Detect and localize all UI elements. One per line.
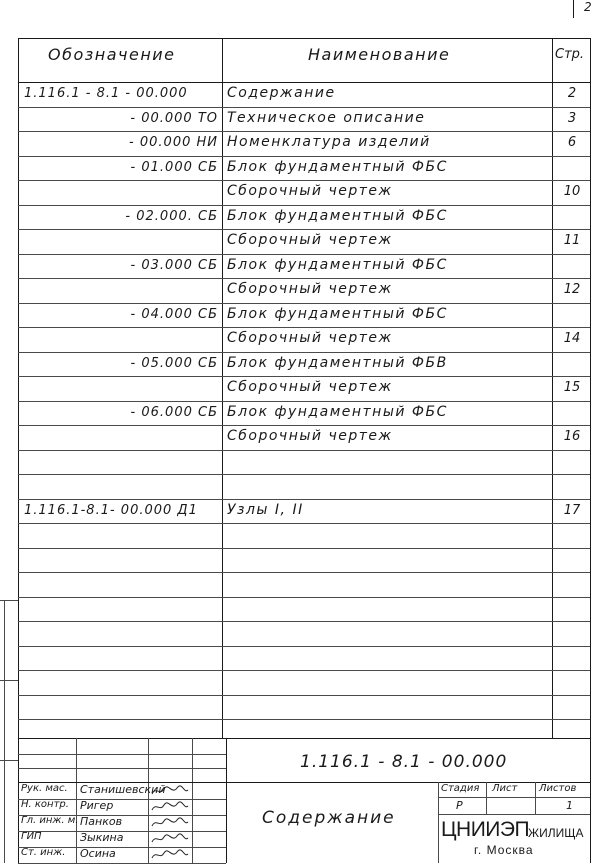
- stage-label: Стадия: [441, 783, 480, 794]
- row-name: Сборочный чертеж: [227, 330, 393, 346]
- stamp-divider: [486, 782, 487, 814]
- row-designation: 1.116.1-8.1- 00.000 Д1: [24, 502, 198, 518]
- table-row-line: [18, 523, 590, 524]
- sheets-value: 1: [566, 799, 573, 812]
- title-block-top: [18, 738, 590, 739]
- frame-right-border: [590, 38, 591, 863]
- binding-strip-line: [4, 600, 5, 863]
- table-row-line: [18, 499, 590, 500]
- table-row-line: [18, 327, 590, 328]
- row-name: Техническое описание: [227, 109, 426, 126]
- title-block-row: [18, 754, 226, 755]
- signature-scribble: [150, 800, 190, 814]
- org-name: ЦНИИЭП: [441, 818, 530, 841]
- table-row-line: [18, 180, 590, 181]
- row-page: 12: [563, 282, 581, 297]
- table-row-line: [18, 719, 590, 720]
- table-row-line: [18, 646, 590, 647]
- row-name: Блок фундаментный ФБС: [227, 158, 448, 175]
- sheets-label: Листов: [539, 783, 577, 794]
- row-name: Блок фундаментный ФБС: [227, 207, 448, 224]
- row-designation: - 02.000. СБ: [125, 208, 218, 224]
- table-row-line: [18, 278, 590, 279]
- row-name: Узлы I, II: [227, 501, 304, 518]
- sheet-label: Лист: [492, 783, 518, 794]
- row-name: Сборочный чертеж: [227, 281, 393, 297]
- frame-top-border: [18, 38, 590, 39]
- binding-strip-mark: [0, 760, 18, 761]
- title-block-divider: [226, 738, 227, 863]
- table-row-line: [18, 425, 590, 426]
- signatory-name: Станишевский: [80, 783, 166, 796]
- row-designation: - 03.000 СБ: [130, 257, 218, 273]
- signatory-name: Панков: [80, 815, 123, 828]
- table-row-line: [18, 450, 590, 451]
- table-row-line: [18, 401, 590, 402]
- header-name: Наименование: [308, 45, 451, 64]
- table-row-line: [18, 597, 590, 598]
- title-block-col: [148, 738, 149, 863]
- row-designation: - 01.000 СБ: [130, 159, 218, 175]
- table-row-line: [18, 352, 590, 353]
- signatory-role: Ст. инж.: [21, 847, 66, 858]
- row-name: Сборочный чертеж: [227, 183, 393, 199]
- row-designation: - 00.000 ТО: [130, 110, 218, 126]
- column-divider-page: [552, 38, 553, 738]
- row-page: 14: [563, 331, 581, 346]
- stamp-divider: [438, 782, 439, 863]
- header-designation: Обозначение: [48, 45, 176, 64]
- row-name: Блок фундаментный ФБС: [227, 305, 448, 322]
- signature-scribble: [150, 848, 190, 862]
- row-page: 15: [563, 380, 581, 395]
- signatory-name: Осина: [80, 847, 116, 860]
- table-row-line: [18, 670, 590, 671]
- signature-scribble: [150, 816, 190, 830]
- table-row-line: [18, 254, 590, 255]
- row-designation: - 06.000 СБ: [130, 404, 218, 420]
- row-name: Сборочный чертеж: [227, 428, 393, 444]
- row-page: 6: [567, 135, 577, 150]
- table-row-line: [18, 474, 590, 475]
- row-name: Сборочный чертеж: [227, 379, 393, 395]
- row-page: 16: [563, 429, 581, 444]
- row-name: Номенклатура изделий: [227, 134, 431, 150]
- table-row-line: [18, 131, 590, 132]
- table-row-line: [18, 548, 590, 549]
- signatory-role: Гл. инж. м.: [21, 815, 79, 826]
- row-name: Блок фундаментный ФБС: [227, 403, 448, 420]
- table-row-line: [18, 205, 590, 206]
- column-divider-name: [222, 38, 223, 738]
- binding-strip-mark: [0, 600, 18, 601]
- signatory-name: Ригер: [80, 799, 114, 812]
- row-designation: - 05.000 СБ: [130, 355, 218, 371]
- stamp-row: [438, 814, 590, 815]
- row-designation: 1.116.1 - 8.1 - 00.000: [24, 86, 188, 101]
- org-city: г. Москва: [474, 843, 534, 857]
- signature-scribble: [150, 784, 190, 798]
- stage-value: Р: [456, 799, 463, 812]
- document-title: Содержание: [262, 808, 396, 828]
- table-row-line: [18, 229, 590, 230]
- row-name: Сборочный чертеж: [227, 232, 393, 248]
- frame-left-border: [18, 38, 19, 863]
- binding-strip-mark: [0, 680, 18, 681]
- document-code: 1.116.1 - 8.1 - 00.000: [300, 752, 508, 772]
- row-page: 10: [563, 184, 581, 199]
- table-row-line: [18, 303, 590, 304]
- signatory-role: Н. контр.: [21, 799, 69, 810]
- table-row-line: [18, 621, 590, 622]
- table-row-line: [18, 376, 590, 377]
- table-row-line: [18, 107, 590, 108]
- row-designation: - 04.000 СБ: [130, 306, 218, 322]
- page-number: 2: [584, 0, 592, 14]
- row-name: Блок фундаментный ФБС: [227, 256, 448, 273]
- row-name: Блок фундаментный ФБВ: [227, 354, 448, 371]
- signatory-role: ГИП: [21, 831, 42, 842]
- row-name: Содержание: [227, 85, 336, 101]
- table-row-line: [18, 156, 590, 157]
- title-block-col: [192, 738, 193, 863]
- table-row-line: [18, 572, 590, 573]
- org-suffix: ЖИЛИЩА: [528, 826, 584, 840]
- row-page: 11: [563, 233, 581, 248]
- title-block-col: [76, 738, 77, 863]
- stamp-divider: [535, 782, 536, 814]
- row-page: 17: [563, 502, 581, 518]
- signatory-name: Зыкина: [80, 831, 124, 844]
- row-page: 2: [567, 86, 577, 101]
- signatory-role: Рук. мас.: [21, 783, 68, 794]
- header-bottom-line: [18, 82, 590, 83]
- stamp-row: [438, 797, 590, 798]
- signature-scribble: [150, 832, 190, 846]
- row-page: 3: [567, 110, 577, 126]
- row-designation: - 00.000 НИ: [129, 135, 218, 150]
- page-number-divider: [573, 0, 574, 18]
- header-page: Стр.: [555, 47, 585, 62]
- table-row-line: [18, 695, 590, 696]
- title-block-row: [18, 768, 226, 769]
